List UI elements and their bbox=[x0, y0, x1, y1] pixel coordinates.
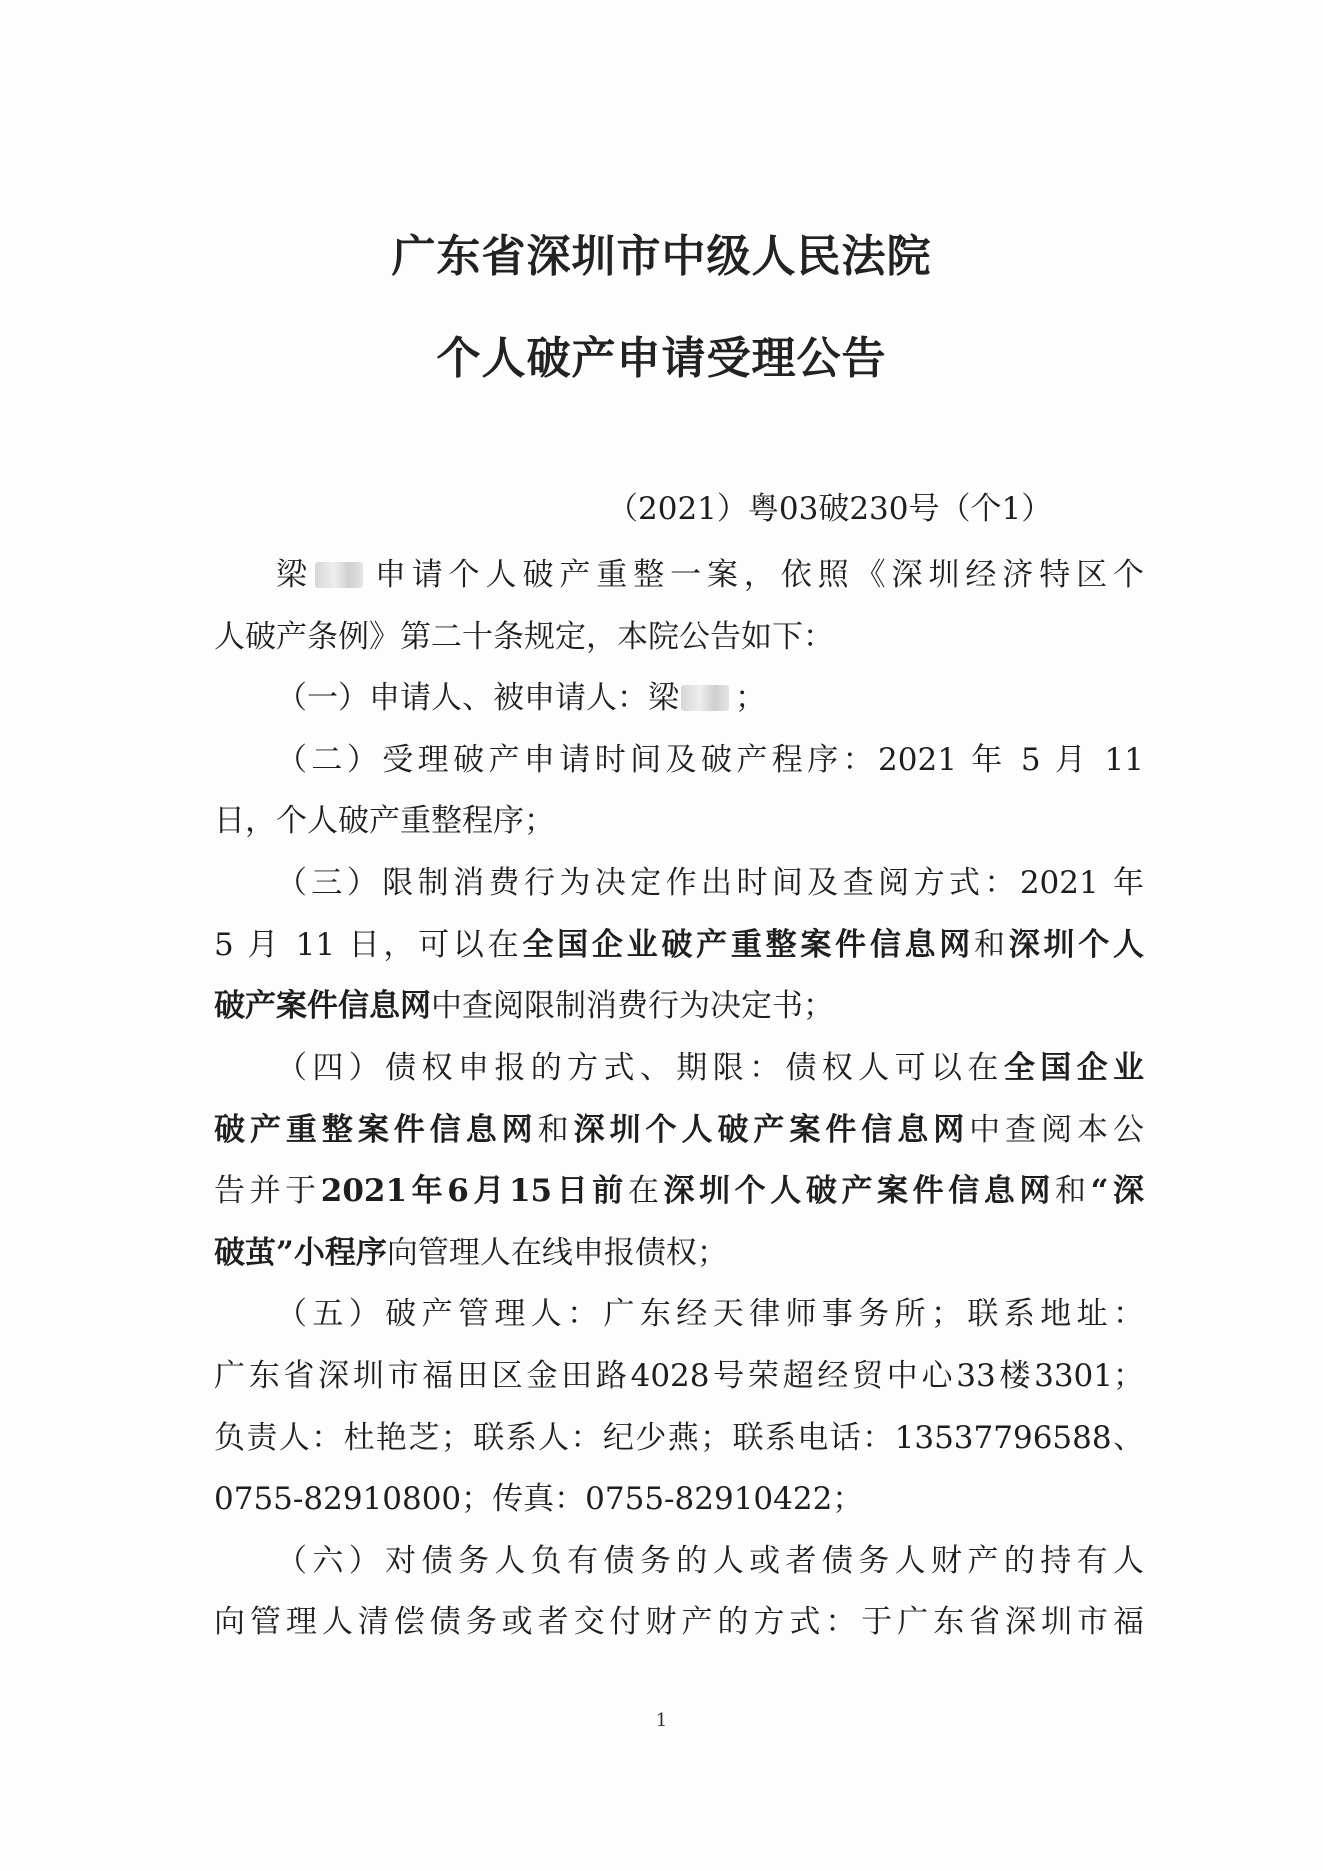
website-national-part: 全国企业 bbox=[1003, 1050, 1145, 1086]
item-5-line-4: 0755-82910800；传真：0755-82910422； bbox=[214, 1481, 864, 1517]
item-3-line-2 bbox=[214, 925, 1144, 965]
item-1-text: （一）申请人、被申请人：梁 bbox=[276, 680, 679, 716]
item-3-text: 中查阅限制消费行为决定书； bbox=[431, 988, 834, 1024]
intro-text: 申请个人破产重整一案，依照《深圳经济特区个 bbox=[368, 557, 1145, 593]
item-3-conj: 和 bbox=[974, 927, 1009, 963]
deadline-date: 2021年6月15日前 bbox=[320, 1173, 628, 1209]
item-4-line-2 bbox=[214, 1110, 1144, 1150]
item-6-line-1: （六）对债务人负有债务的人或者债务人财产的持有人 bbox=[276, 1543, 1144, 1579]
court-name-title: 广东省深圳市中级人民法院 bbox=[391, 231, 932, 282]
item-1-line bbox=[276, 678, 1144, 718]
item-4-text: 在 bbox=[627, 1173, 664, 1209]
website-shenzhen: 深圳个人破产案件信息网 bbox=[663, 1173, 1055, 1209]
item-4-line-1 bbox=[276, 1048, 1144, 1088]
case-number: （2021）粤03破230号（个1） bbox=[607, 491, 1053, 527]
redacted-name bbox=[315, 562, 363, 588]
item-1-end: ； bbox=[735, 680, 766, 716]
item-3-line-3 bbox=[214, 986, 1144, 1026]
website-shenzhen-part: 深圳个人 bbox=[1008, 927, 1145, 963]
item-4-text: 告并于 bbox=[214, 1173, 321, 1209]
item-4-text: 中查阅本公 bbox=[969, 1112, 1145, 1148]
website-national-part: 破产重整案件信息网 bbox=[214, 1112, 538, 1148]
item-2-line-1: （二）受理破产申请时间及破产程序：2021 年 5 月 11 bbox=[276, 742, 1144, 778]
item-2-line-2: 日，个人破产重整程序； bbox=[214, 803, 555, 839]
item-4-conj: 和 bbox=[1055, 1173, 1091, 1209]
item-4-conj: 和 bbox=[537, 1112, 574, 1148]
item-4-text: 向管理人在线申报债权； bbox=[386, 1235, 728, 1271]
website-shenzhen-part: 破产案件信息网 bbox=[214, 988, 431, 1024]
intro-line-2: 人破产条例》第二十条规定，本院公告如下： bbox=[214, 619, 834, 655]
website-national: 全国企业破产重整案件信息网 bbox=[522, 927, 975, 963]
item-5-line-3: 负责人：杜艳芝；联系人：纪少燕；联系电话：13537796588、 bbox=[214, 1420, 1144, 1456]
page-number: 1 bbox=[655, 1710, 668, 1731]
item-4-line-4 bbox=[214, 1233, 1144, 1273]
item-5-line-1: （五）破产管理人：广东经天律师事务所；联系地址： bbox=[276, 1296, 1144, 1332]
intro-line-1 bbox=[276, 555, 1144, 595]
item-5-line-2: 广东省深圳市福田区金田路4028号荣超经贸中心33楼3301； bbox=[214, 1358, 1144, 1394]
redacted-name bbox=[681, 685, 729, 711]
item-3-text: 5 月 11 日，可以在 bbox=[214, 927, 523, 963]
item-4-text: （四）债权申报的方式、期限：债权人可以在 bbox=[276, 1050, 1004, 1086]
website-shenzhen: 深圳个人破产案件信息网 bbox=[573, 1112, 970, 1148]
item-3-line-1: （三）限制消费行为决定作出时间及查阅方式：2021 年 bbox=[276, 865, 1144, 901]
intro-name: 梁 bbox=[276, 557, 313, 593]
mini-program-part: “深 bbox=[1090, 1173, 1145, 1209]
mini-program-part: 破茧”小程序 bbox=[214, 1235, 387, 1271]
notice-title: 个人破产申请受理公告 bbox=[436, 333, 887, 384]
item-4-line-3 bbox=[214, 1171, 1144, 1211]
item-6-line-2: 向管理人清偿债务或者交付财产的方式：于广东省深圳市福 bbox=[214, 1604, 1144, 1640]
